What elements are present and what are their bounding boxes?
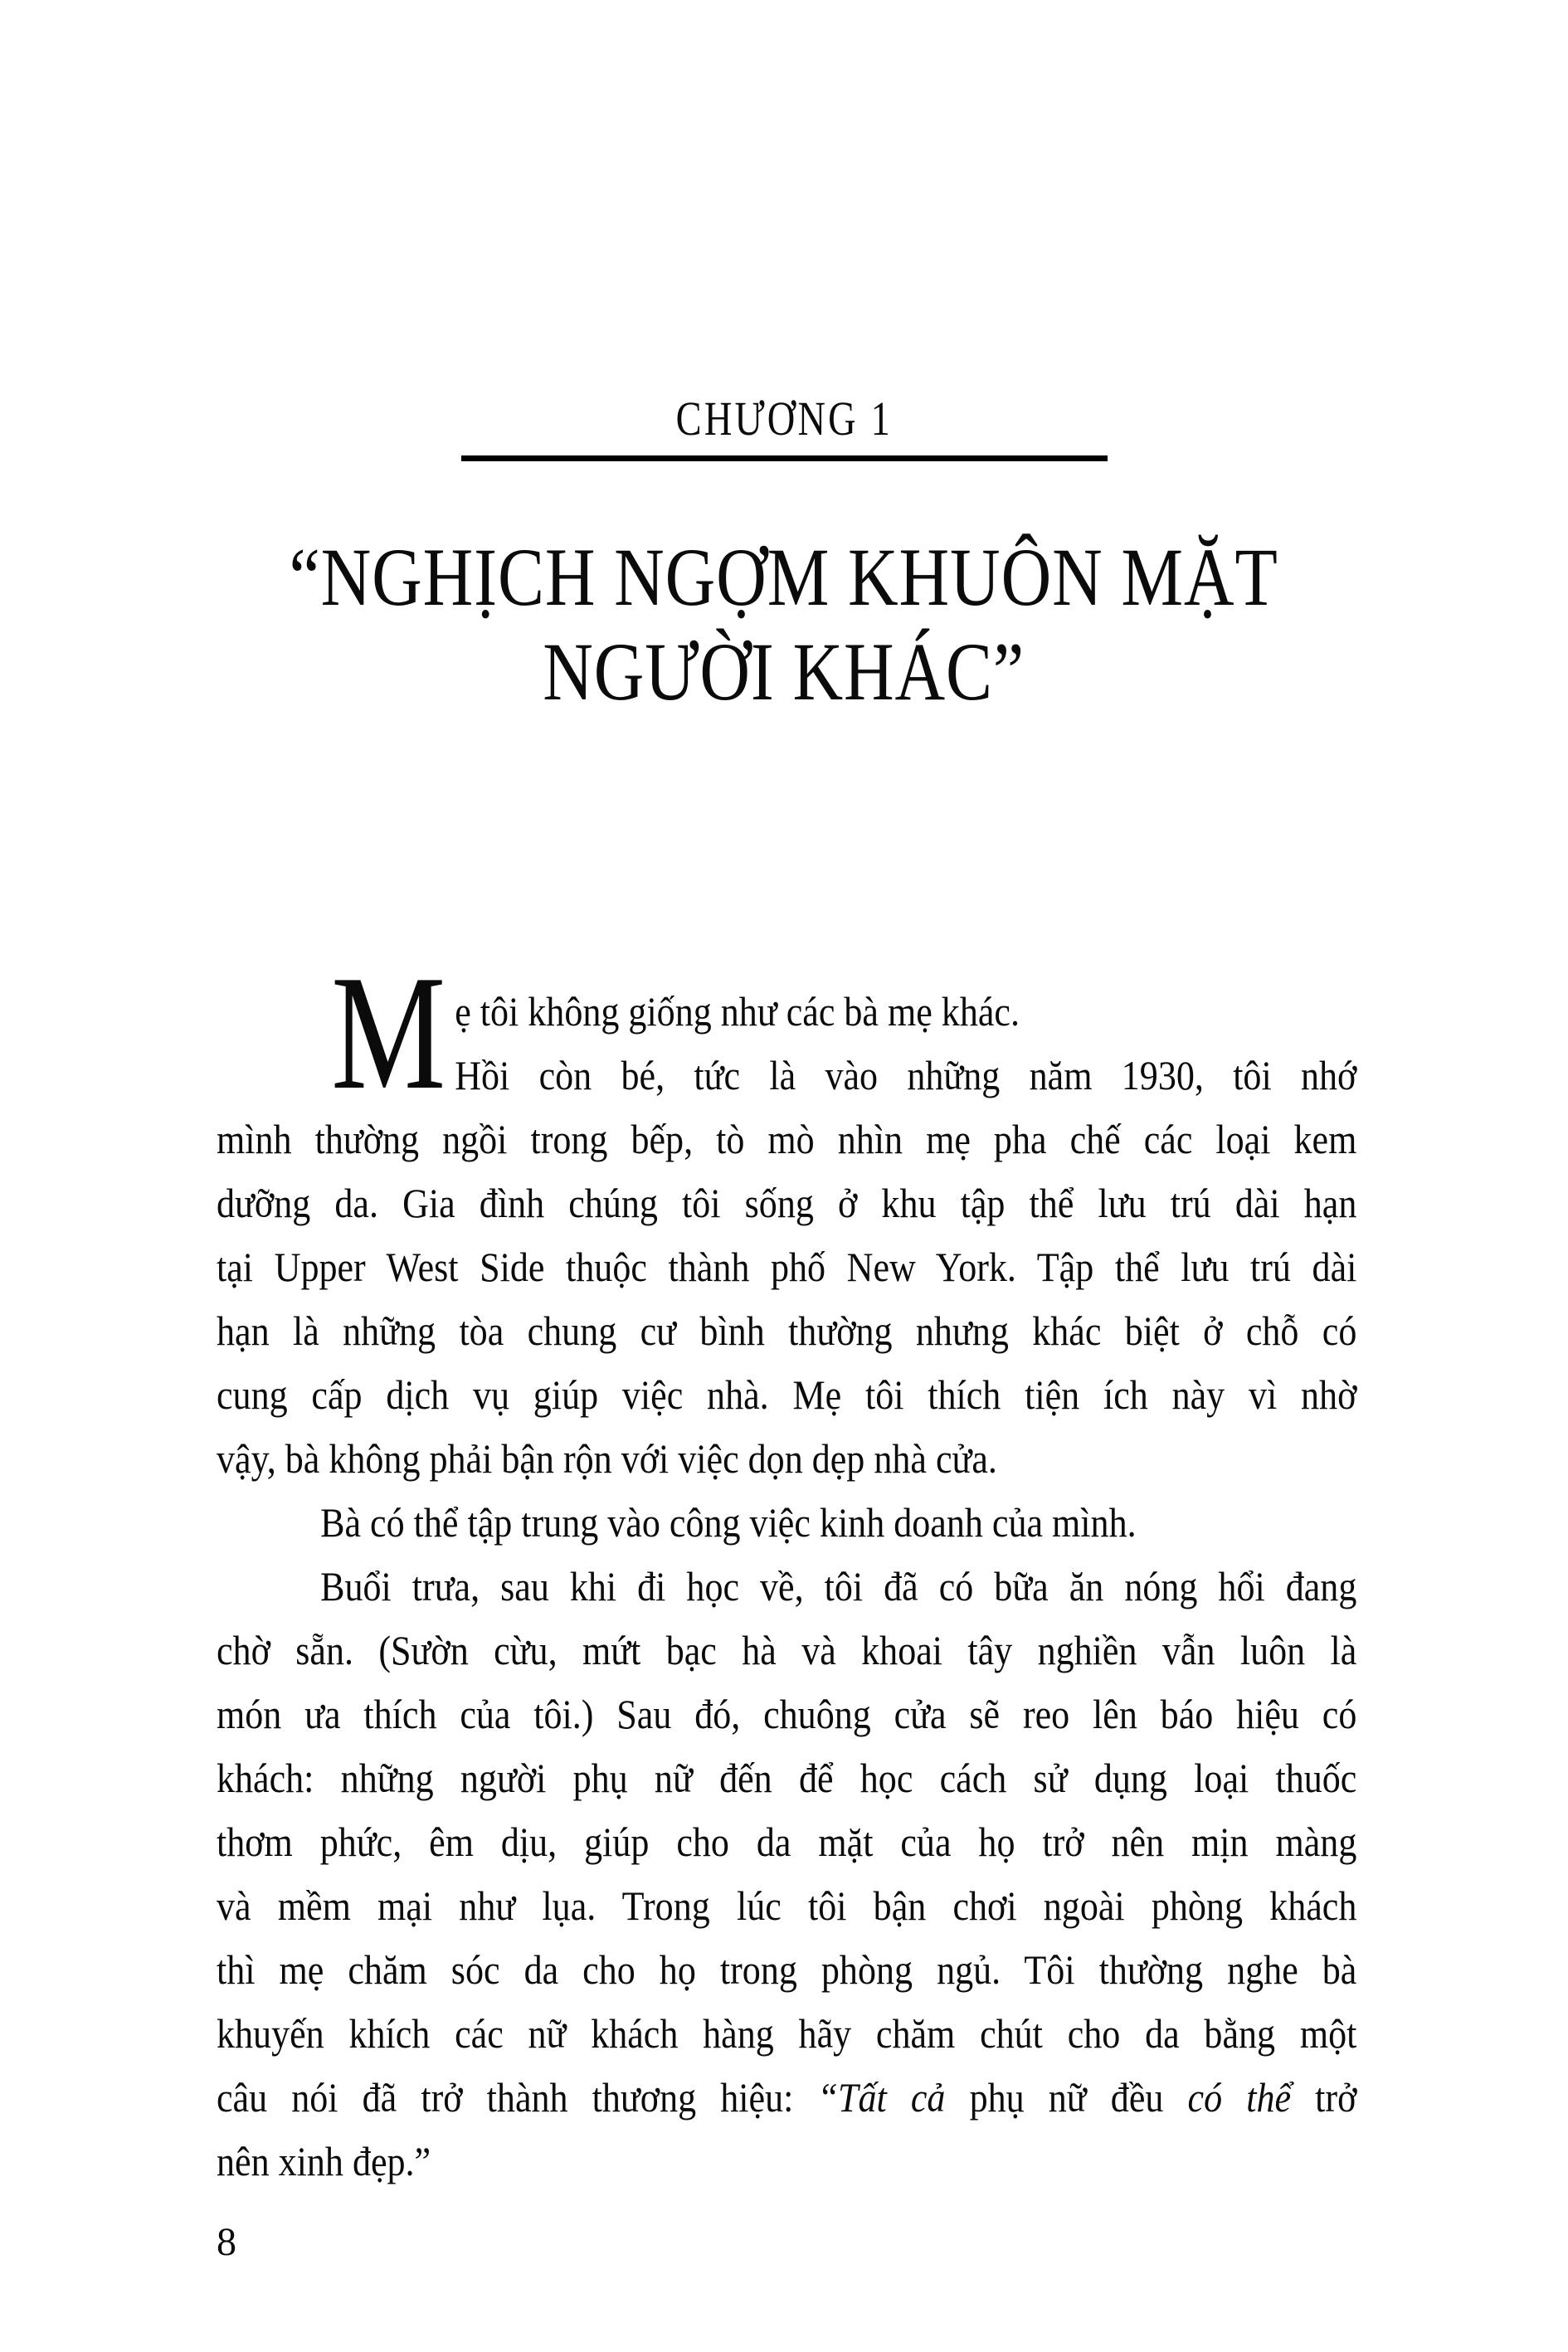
chapter-title (0, 530, 1568, 719)
body-line: ẹ tôi không giống như các bà mẹ khác. (455, 988, 1020, 1035)
chapter-rule (461, 455, 1108, 461)
body-line: Hồi còn bé, tức là vào những năm 1930, tôi nhớ (455, 1052, 1357, 1098)
body-text (217, 942, 1357, 2194)
body-line: thơm phức, êm dịu, giúp cho da mặt của họ trở nên mịn màng (217, 1819, 1357, 1865)
body-line: khuyến khích các nữ khách hàng hãy chăm chút cho da bằng một (217, 2010, 1357, 2057)
body-line: dưỡng da. Gia đình chúng tôi sống ở khu tập thể lưu trú dài hạn (217, 1180, 1357, 1226)
chapter-heading (0, 390, 1568, 448)
body-line: và mềm mại như lụa. Trong lúc tôi bận chơi ngoài phòng khách (217, 1882, 1357, 1929)
body-line: thì mẹ chăm sóc da cho họ trong phòng ngủ. Tôi thường nghe bà (217, 1946, 1357, 1993)
body-line: cung cấp dịch vụ giúp việc nhà. Mẹ tôi thích tiện ích này vì nhờ (217, 1371, 1357, 1418)
body-line: nên xinh đẹp.” (217, 2138, 431, 2184)
body-line: món ưa thích của tôi.) Sau đó, chuông cửa sẽ reo lên báo hiệu có (217, 1691, 1357, 1737)
drop-cap: M (331, 942, 446, 1123)
chapter-title-line-2: NGƯỜI KHÁC” (543, 626, 1025, 718)
body-line: hạn là những tòa chung cư bình thường nhưng khác biệt ở chỗ có (217, 1307, 1357, 1354)
body-line: chờ sẵn. (Sườn cừu, mứt bạc hà và khoai tây nghiền vẫn luôn là (217, 1627, 1357, 1673)
body-line: vậy, bà không phải bận rộn với việc dọn dẹp nhà cửa. (217, 1435, 997, 1482)
body-line: tại Upper West Side thuộc thành phố New York. Tập thể lưu trú dài (217, 1244, 1357, 1290)
body-line: Buổi trưa, sau khi đi học về, tôi đã có bữa ăn nóng hổi đang (320, 1563, 1357, 1609)
body-line: câu nói đã trở thành thương hiệu: “Tất cả phụ nữ đều có thể trở (217, 2074, 1357, 2121)
chapter-title-line-1: “NGHỊCH NGỢM KHUÔN MẶT (289, 531, 1279, 623)
body-line: mình thường ngồi trong bếp, tò mò nhìn mẹ pha chế các loại kem (217, 1116, 1357, 1162)
chapter-heading-label: CHƯƠNG 1 (675, 392, 893, 446)
body-line: khách: những người phụ nữ đến để học cách sử dụng loại thuốc (217, 1755, 1357, 1801)
page-number: 8 (217, 2220, 236, 2264)
body-line: Bà có thể tập trung vào công việc kinh doanh của mình. (320, 1499, 1137, 1546)
body-lines (217, 942, 1357, 2194)
